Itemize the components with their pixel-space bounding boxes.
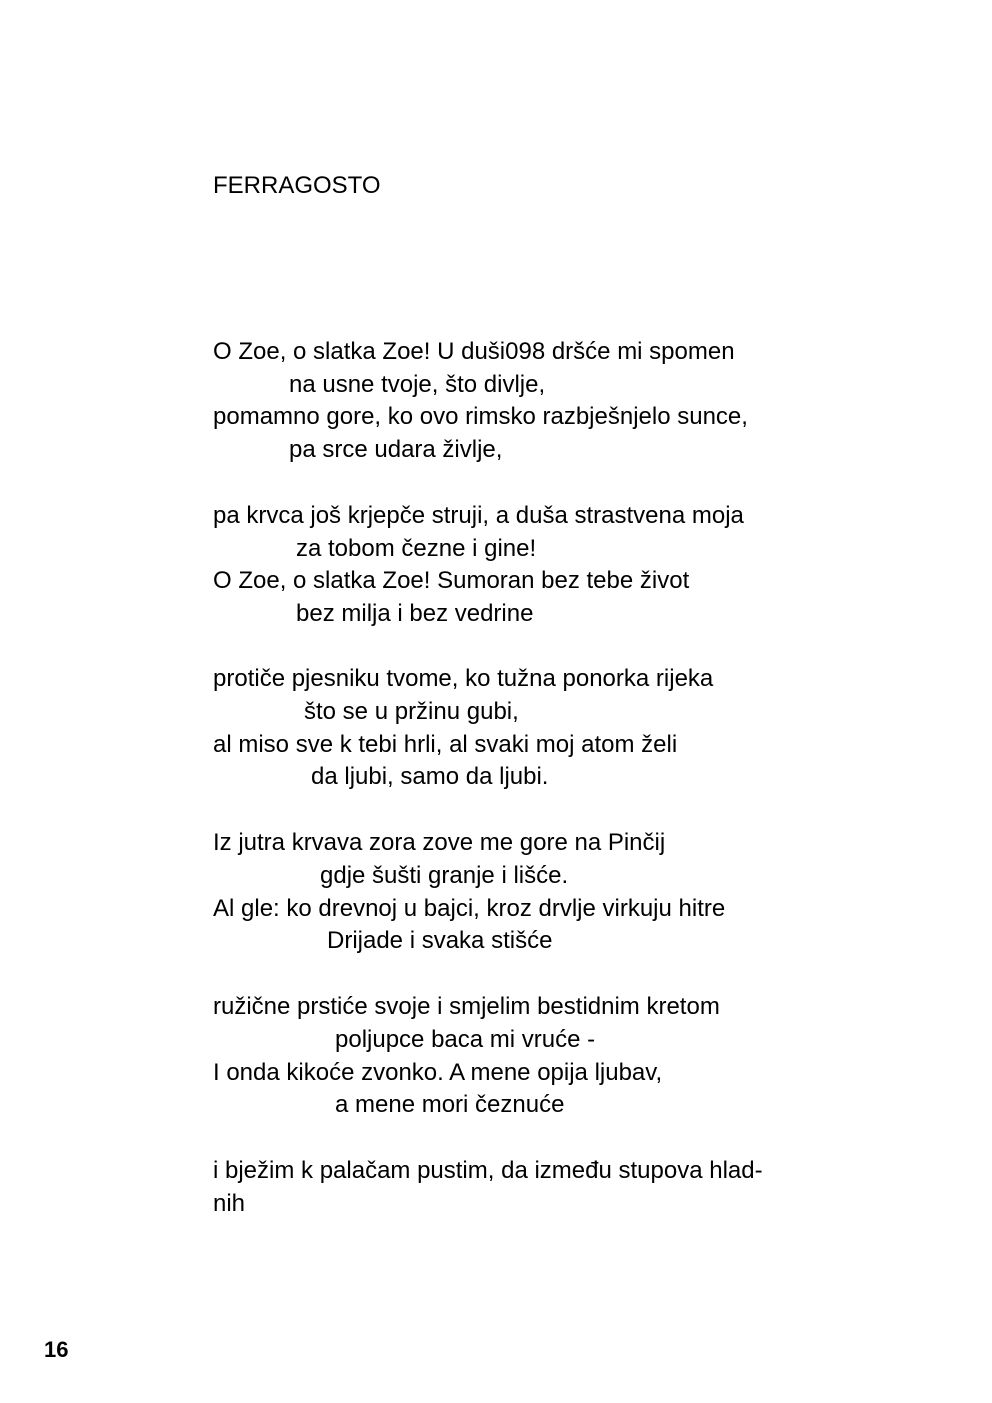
poem-line: što se u pržinu gubi, [304, 698, 519, 725]
poem-line: O Zoe, o slatka Zoe! U duši098 dršće mi spomen [213, 338, 735, 365]
poem-line: za tobom čezne i gine! [296, 535, 537, 562]
poem-line: pa srce udara življe, [289, 436, 503, 463]
page-number: 16 [44, 1337, 69, 1362]
poem-line: na usne tvoje, što divlje, [289, 371, 546, 398]
poem-line: I onda kikoće zvonko. A mene opija ljubav, [213, 1059, 663, 1086]
poem-line: pomamno gore, ko ovo rimsko razbješnjelo sunce, [213, 403, 748, 430]
poem-line: gdje šušti granje i lišće. [320, 862, 569, 889]
poem-line: Al gle: ko drevnoj u bajci, kroz drvlje virkuju hitre [213, 895, 726, 922]
poem-title: FERRAGOSTO [213, 172, 381, 199]
poem-line: pa krvca još krjepče struji, a duša strastvena moja [213, 502, 744, 529]
poem-line: bez milja i bez vedrine [296, 600, 534, 627]
poem-line: a mene mori čeznuće [335, 1091, 565, 1118]
poem-line: Drijade i svaka stišće [327, 927, 553, 954]
poem-line: i bježim k palačam pustim, da između stupova hlad- [213, 1157, 763, 1184]
poem-line: nih [213, 1190, 246, 1217]
poem-line: al miso sve k tebi hrli, al svaki moj atom želi [213, 731, 678, 758]
poem-line: Iz jutra krvava zora zove me gore na Pinčij [213, 829, 666, 856]
poem-line: da ljubi, samo da ljubi. [311, 763, 549, 790]
poem-line: O Zoe, o slatka Zoe! Sumoran bez tebe život [213, 567, 690, 594]
poem-line: protiče pjesniku tvome, ko tužna ponorka rijeka [213, 665, 714, 692]
poem-line: poljupce baca mi vruće - [335, 1026, 596, 1053]
poem-line: ružične prstiće svoje i smjelim bestidnim kretom [213, 993, 720, 1020]
